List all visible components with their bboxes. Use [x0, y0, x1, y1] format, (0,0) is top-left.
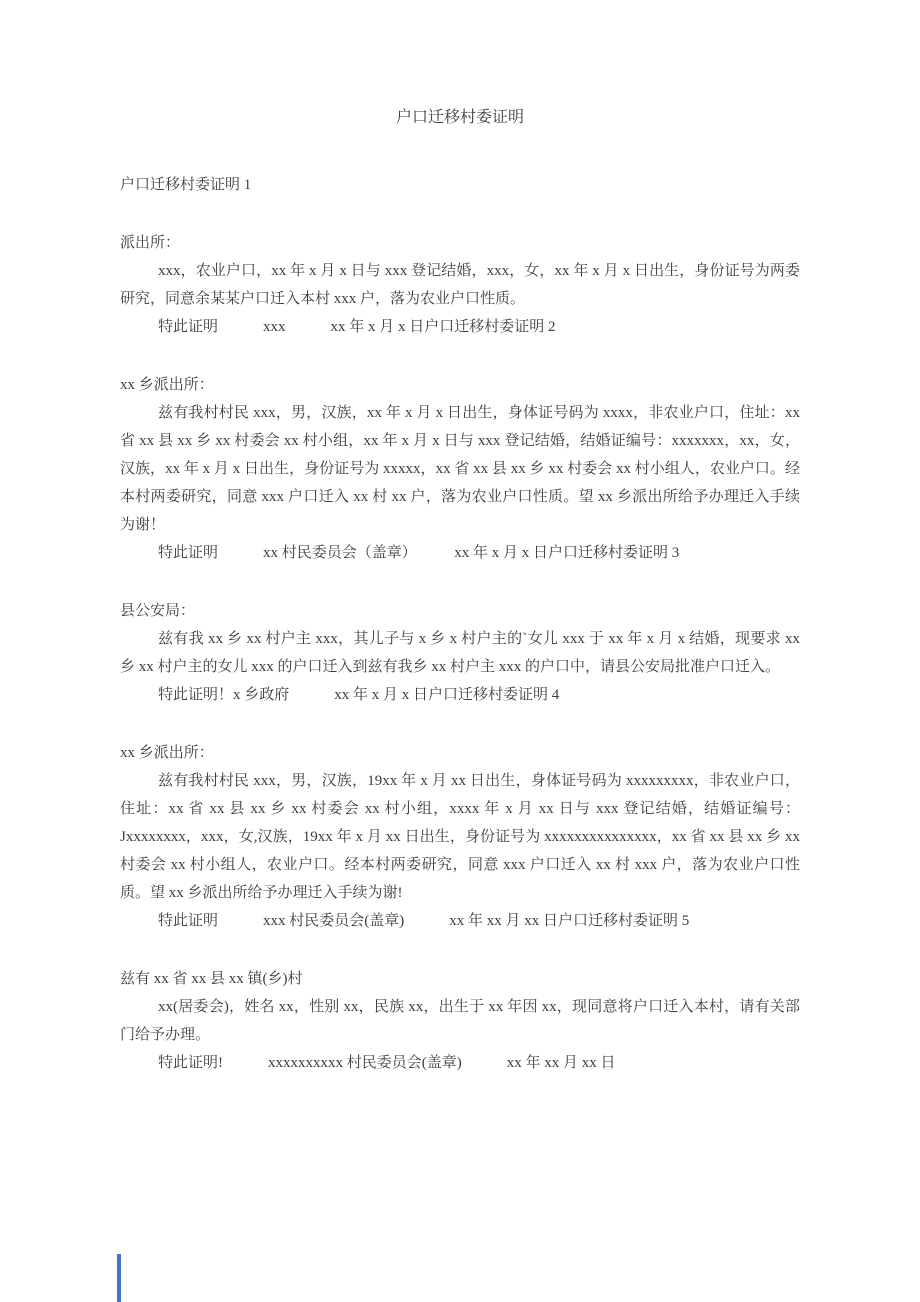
- certificate-section-6: [120, 965, 800, 1077]
- paragraph-closing: 特此证明! xxxxxxxxxx 村民委员会(盖章) xx 年 xx 月 xx 日: [158, 1055, 616, 1071]
- paragraph-salutation: xx 乡派出所：: [120, 377, 214, 393]
- document-title: 户口迁移村委证明: [395, 109, 524, 126]
- paragraph-closing: 特此证明 xxx 村民委员会(盖章) xx 年 xx 月 xx 日户口迁移村委证明 5: [158, 913, 690, 929]
- document-content: [120, 104, 804, 1077]
- certificate-section-3: [120, 371, 804, 567]
- paragraph-salutation: 派出所：: [120, 235, 181, 251]
- certificate-section-1: [120, 171, 800, 199]
- paragraph-salutation: 县公安局：: [120, 603, 196, 619]
- paragraph-body: 兹有我村村民 xxx，男，汉族，19xx 年 x 月 xx 日出生，身体证号码为 xxxxxxxxx，非农业户口，住址：xx 省 xx 县 xx 乡 xx 村委会 xx 村小组，xxxx 年 x 月 xx 日与 xxx 登记结婚，结婚证编号：Jxxxxxxxx，xxx，女,汉族，19xx 年 x 月 xx 日出生，身份证号为 xxxxxxxxxxxxxxx，xx 省 xx 县 xx 乡 xx 村委会 xx 村小组人，农业户口。经本村两委研究，同意 xxx 户口迁入 xx 村 xxx 户，落为农业户口性质。望 xx 乡派出所给予办理迁入手续为谢!: [120, 773, 804, 901]
- certificate-section-5: [120, 739, 804, 935]
- paragraph-body: xxx，农业户口，xx 年 x 月 x 日与 xxx 登记结婚，xxx，女，xx 年 x 月 x 日出生，身份证号为两委研究，同意余某某户口迁入本村 xxx 户，落为农业户口性质。: [120, 263, 800, 307]
- paragraph-body: 兹有我 xx 乡 xx 村户主 xxx，其儿子与 x 乡 x 村户主的`女儿 xxx 于 xx 年 x 月 x 结婚，现要求 xx 乡 xx 村户主的女儿 xxx 的户口迁入到兹有我乡 xx 村户主 xxx 的户口中，请县公安局批准户口迁入。: [120, 631, 804, 675]
- paragraph-salutation: 兹有 xx 省 xx 县 xx 镇(乡)村: [120, 971, 303, 987]
- section-heading: 户口迁移村委证明 1: [120, 177, 252, 193]
- paragraph-body: xx(居委会)，姓名 xx，性别 xx，民族 xx，出生于 xx 年因 xx，现同意将户口迁入本村，请有关部门给予办理。: [120, 999, 800, 1043]
- certificate-section-2: [120, 229, 800, 341]
- certificate-section-4: [120, 597, 804, 709]
- paragraph-body: 兹有我村村民 xxx，男，汉族，xx 年 x 月 x 日出生，身体证号码为 xxxx，非农业户口，住址：xx 省 xx 县 xx 乡 xx 村委会 xx 村小组，xx 年 x 月 x 日与 xxx 登记结婚，结婚证编号：xxxxxxx，xx，女，汉族，xx 年 x 月 x 日出生，身份证号为 xxxxx，xx 省 xx 县 xx 乡 xx 村委会 xx 村小组人，农业户口。经本村两委研究，同意 xxx 户口迁入 xx 村 xx 户，落为农业户口性质。望 xx 乡派出所给予办理迁入手续为谢！: [120, 405, 804, 533]
- paragraph-salutation: xx 乡派出所：: [120, 745, 214, 761]
- paragraph-closing: 特此证明！x 乡政府 xx 年 x 月 x 日户口迁移村委证明 4: [158, 687, 560, 703]
- blue-line-shape: [117, 1254, 121, 1302]
- paragraph-closing: 特此证明 xx 村民委员会（盖章） xx 年 x 月 x 日户口迁移村委证明 3: [158, 545, 680, 561]
- paragraph-closing: 特此证明 xxx xx 年 x 月 x 日户口迁移村委证明 2: [158, 319, 556, 335]
